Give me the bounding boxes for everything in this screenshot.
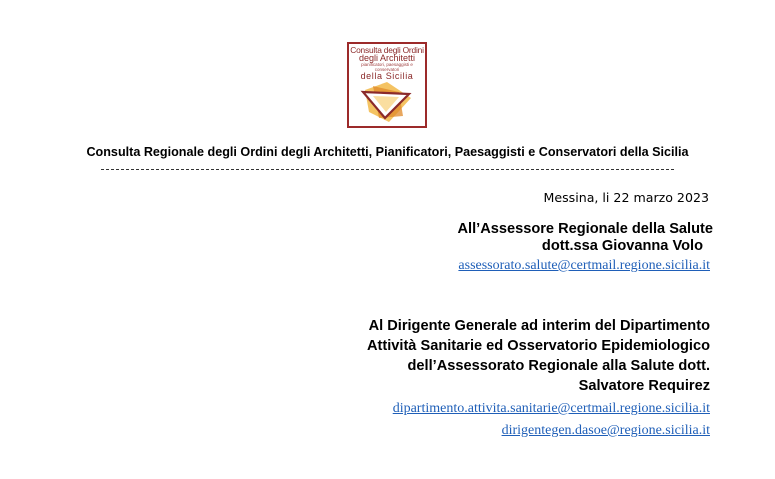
logo-text: [349, 46, 425, 81]
recipient2-line4: Salvatore Requirez: [578, 378, 710, 394]
organization-name: Consulta Regionale degli Ordini degli Architetti, Pianificatori, Paesaggisti e Conservatori della Sicilia: [86, 145, 689, 159]
recipient2-email-link-2[interactable]: dirigentegen.dasoe@regione.sicilia.it: [501, 423, 710, 438]
logo-line-1: Consulta degli Ordini: [350, 45, 424, 55]
recipient2-line3: dell’Assessorato Regionale alla Salute dott.: [407, 358, 710, 374]
recipient2-line1: Al Dirigente Generale ad interim del Dipartimento: [368, 318, 710, 334]
recipient2-email-link-1[interactable]: dipartimento.attivita.sanitarie@certmail.regione.sicilia.it: [392, 401, 710, 416]
logo-line-3: pianificatori, paesaggisti e conservatori: [361, 62, 413, 72]
letter-date: Messina, li 22 marzo 2023: [543, 190, 709, 205]
organization-logo: [347, 42, 427, 128]
recipient1-line2: dott.ssa Giovanna Volo: [541, 238, 703, 254]
logo-line-4: della Sicilia: [360, 71, 414, 82]
star-triangle-emblem-icon: [359, 78, 417, 126]
recipient2-line2: Attività Sanitarie ed Osservatorio Epidemiologico: [366, 338, 710, 354]
header-divider: [101, 169, 674, 170]
recipient1-line1: All’Assessore Regionale della Salute: [457, 221, 713, 237]
logo-line-2: degli Architetti: [358, 53, 416, 64]
recipient1-email-link[interactable]: assessorato.salute@certmail.regione.sicilia.it: [458, 258, 710, 273]
